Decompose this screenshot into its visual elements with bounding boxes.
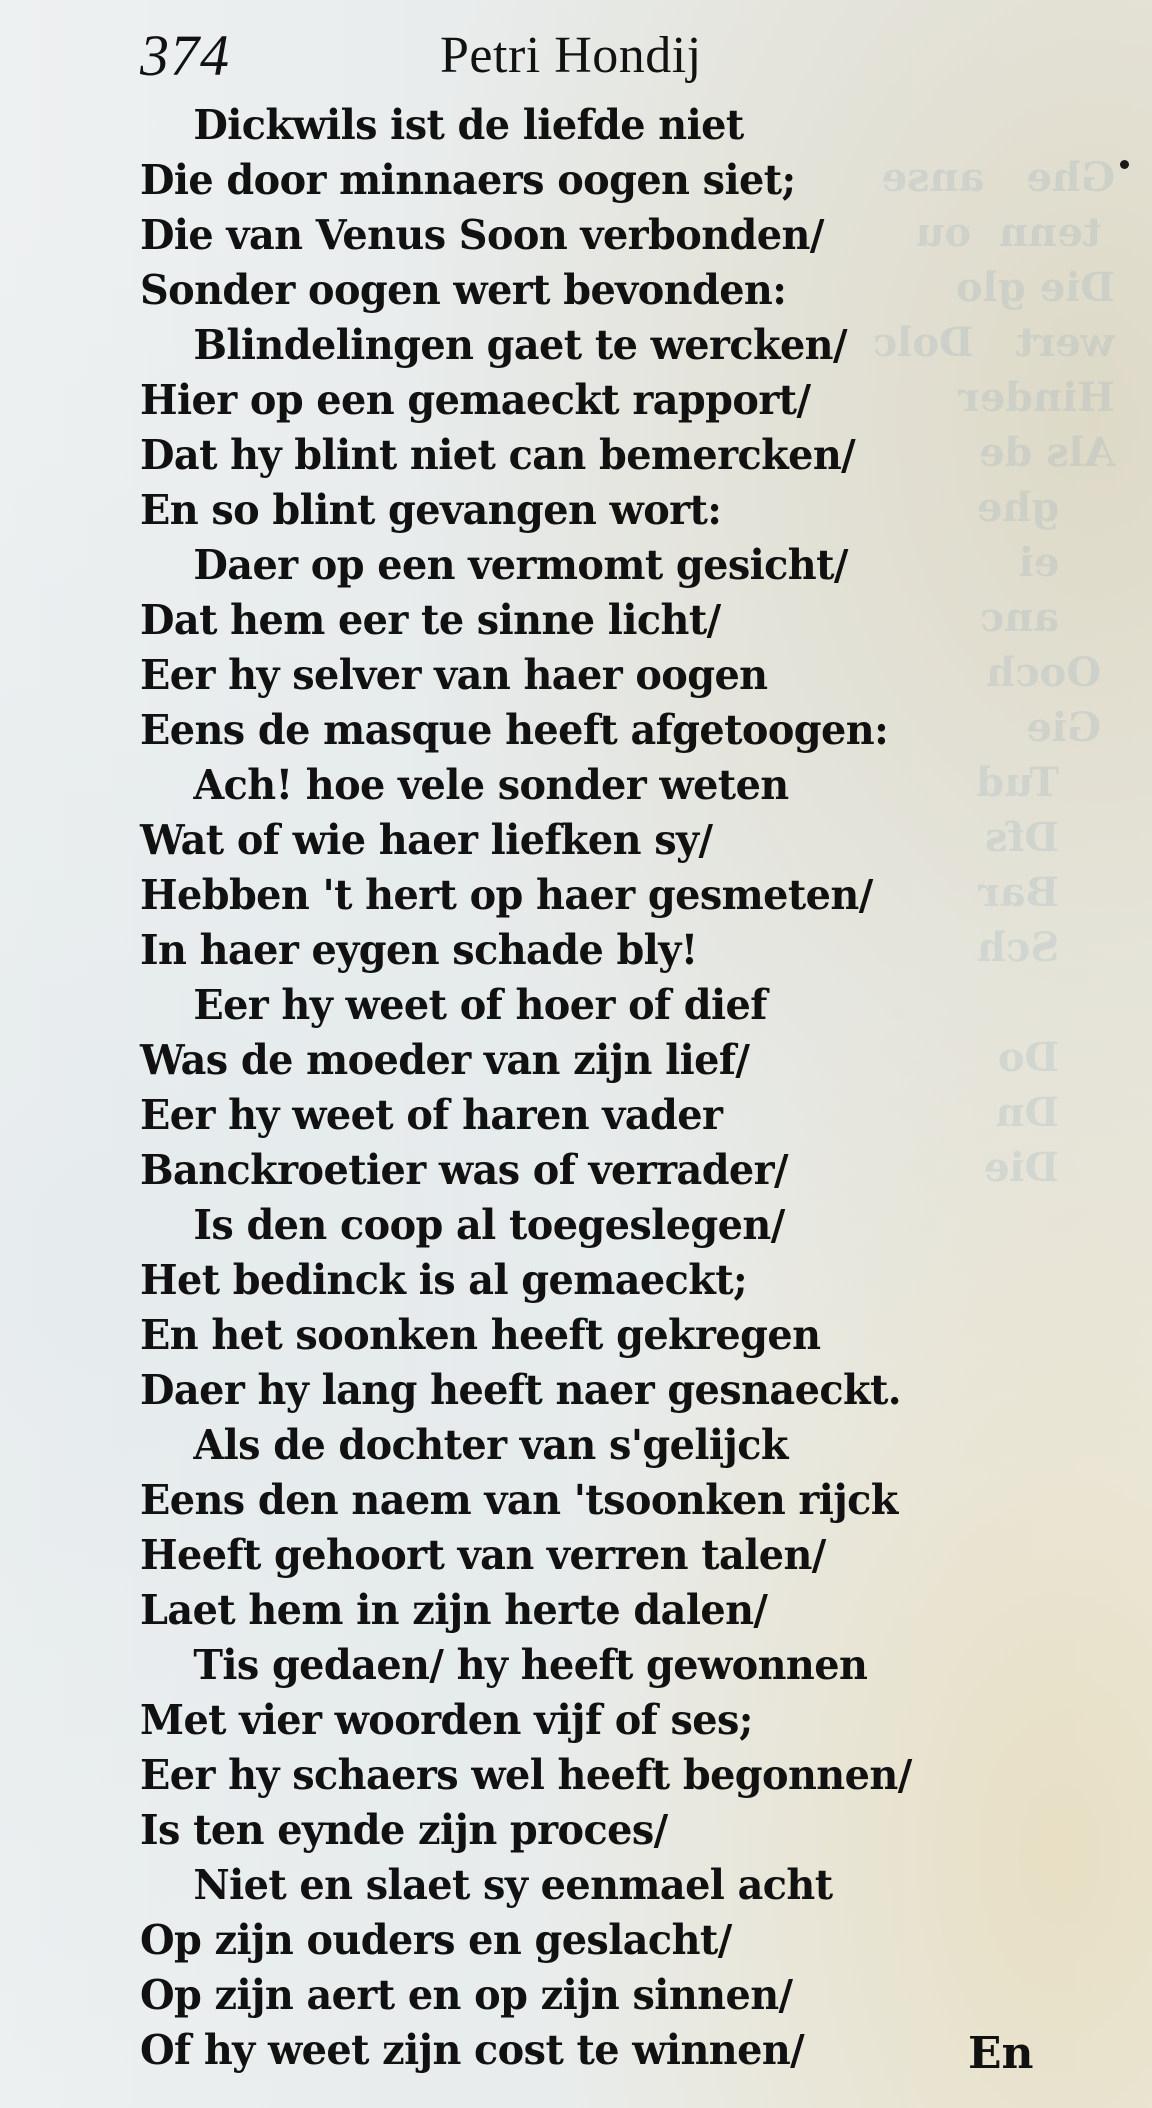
running-head: Petri Hondij bbox=[440, 27, 702, 84]
verse-line: Daer op een vermomt gesicht/ bbox=[193, 541, 848, 589]
verse-line: Het bedinck is al gemaeckt; bbox=[140, 1256, 748, 1304]
verse-line: Blindelingen gaet te wercken/ bbox=[193, 321, 847, 369]
verse-line: Wat of wie haer liefken sy/ bbox=[140, 816, 713, 864]
verse-line: Dickwils ist de liefde niet bbox=[193, 101, 744, 149]
verse-line: Eer hy schaers wel heeft begonnen/ bbox=[140, 1751, 912, 1799]
verse-line: Eens de masque heeft afgetoogen: bbox=[140, 706, 889, 754]
verse-line: Laet hem in zijn herte dalen/ bbox=[140, 1586, 768, 1634]
verse-line: En het soonken heeft gekregen bbox=[140, 1311, 821, 1359]
verse-line: Tis gedaen/ hy heeft gewonnen bbox=[193, 1641, 868, 1689]
verse-line: Ach! hoe vele sonder weten bbox=[193, 761, 789, 809]
verse-line: Hebben 't hert op haer gesmeten/ bbox=[140, 871, 873, 919]
verse-line: Die door minnaers oogen siet; bbox=[140, 156, 796, 204]
verse-line: Op zijn aert en op zijn sinnen/ bbox=[140, 1971, 793, 2019]
verse-line: Op zijn ouders en geslacht/ bbox=[140, 1916, 732, 1964]
page-number: 374 bbox=[140, 23, 230, 88]
verse-line: Dat hem eer te sinne licht/ bbox=[140, 596, 721, 644]
verse-line: In haer eygen schade bly! bbox=[140, 926, 698, 974]
verse-line: Eens den naem van 'tsoonken rijck bbox=[140, 1476, 898, 1524]
verse-line: Is ten eynde zijn proces/ bbox=[140, 1806, 668, 1854]
verse-line: Als de dochter van s'gelijck bbox=[193, 1421, 788, 1469]
ink-dot bbox=[1120, 160, 1129, 169]
verse-line: Banckroetier was of verrader/ bbox=[140, 1146, 788, 1194]
verse-line: Is den coop al toegeslegen/ bbox=[193, 1201, 785, 1249]
verse-line: Eer hy selver van haer oogen bbox=[140, 651, 768, 699]
verse-line: Met vier woorden vijf of ses; bbox=[140, 1696, 753, 1744]
page-header bbox=[140, 22, 780, 92]
verse-line: Eer hy weet of hoer of dief bbox=[193, 981, 767, 1029]
verse-line: Dat hy blint niet can bemercken/ bbox=[140, 431, 856, 479]
verse-line: Die van Venus Soon verbonden/ bbox=[140, 211, 824, 259]
verse-line: En so blint gevangen wort: bbox=[140, 486, 722, 534]
verse-text bbox=[140, 98, 1040, 2078]
verse-line: Heeft gehoort van verren talen/ bbox=[140, 1531, 826, 1579]
verse-line: Was de moeder van zijn lief/ bbox=[140, 1036, 750, 1084]
verse-line: Eer hy weet of haren vader bbox=[140, 1091, 723, 1139]
verse-line: Hier op een gemaeckt rapport/ bbox=[140, 376, 811, 424]
verse-line: Of hy weet zijn cost te winnen/ bbox=[140, 2026, 805, 2074]
verse-line: Sonder oogen wert bevonden: bbox=[140, 266, 787, 314]
verse-line: Daer hy lang heeft naer gesnaeckt. bbox=[140, 1366, 901, 1414]
bleed-through-texture: Ghe anse tenn ou Die glo wert Dolc Hinder Als de ghe ei anc Ooch Gie Tud Dfs Bar Sch Do Dn Die bbox=[872, 154, 1115, 1191]
verse-line: Niet en slaet sy eenmael acht bbox=[193, 1861, 833, 1909]
catchword: En bbox=[968, 2028, 1034, 2079]
